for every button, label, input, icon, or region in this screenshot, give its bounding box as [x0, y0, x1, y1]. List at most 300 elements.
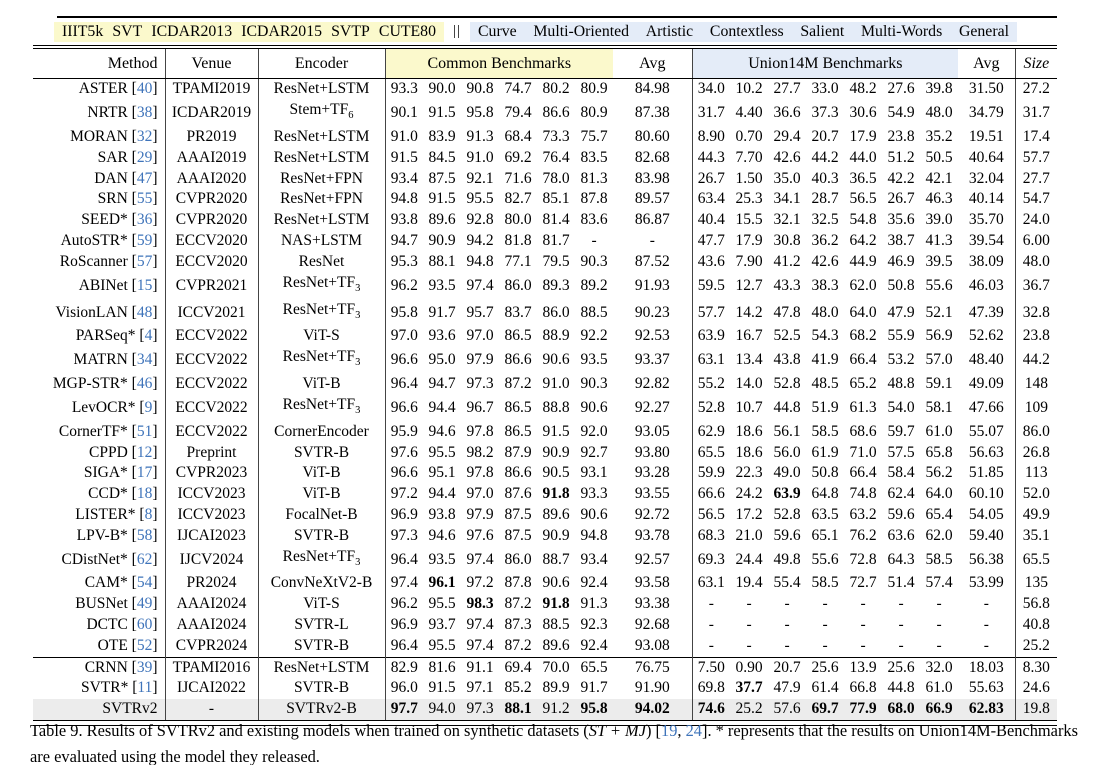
common-benchmark-cell: 94.8 — [466, 252, 494, 270]
common-benchmark-cell: 85.2 — [504, 679, 532, 697]
union-benchmark-cell: 62.4 — [887, 485, 915, 503]
union-benchmark-cell: 14.0 — [735, 375, 763, 393]
venue-cell: AAAI2019 — [165, 148, 258, 169]
union-benchmark-cell: 48.5 — [811, 375, 839, 393]
common-benchmark-cell: 83.7 — [504, 303, 532, 321]
common-benchmark-cell: - — [591, 232, 597, 250]
union-benchmark-cell: 59.7 — [887, 422, 915, 440]
size-cell: 113 — [1025, 464, 1048, 482]
union-avg-cell: 47.39 — [958, 300, 1015, 327]
size-cell: 25.2 — [1022, 636, 1050, 654]
union-benchmark-cell: - — [936, 616, 942, 634]
union-benchmark-cell: 15.5 — [735, 211, 763, 229]
common-benchmark-cell: 91.7 — [580, 679, 608, 697]
union-benchmark-cell: - — [822, 595, 828, 613]
union-benchmark-cell: 0.90 — [730, 657, 768, 678]
union-benchmark-cell: 54.0 — [887, 398, 915, 416]
caption-text-3: ]. * represents that the results on Union14M-Benchmarks are evaluated using the model they released. — [30, 721, 1078, 765]
union-avg-cell: - — [958, 615, 1015, 636]
citation-link[interactable]: 4 — [144, 327, 153, 345]
common-benchmark-cell: 82.7 — [504, 190, 532, 208]
size-cell: 27.7 — [1022, 169, 1050, 187]
common-benchmark-cell: 97.6 — [390, 443, 418, 461]
size-cell: 27.2 — [1022, 80, 1050, 98]
union-benchmark-cell: 41.3 — [925, 232, 953, 250]
union-benchmark-cell: 36.5 — [849, 169, 877, 187]
venue-cell: AAAI2024 — [165, 615, 258, 636]
union-benchmark-cell: 63.9 — [697, 327, 725, 345]
union-benchmark-cell: 64.3 — [887, 550, 915, 568]
union-benchmark-cell: 44.3 — [697, 148, 725, 166]
common-benchmark-cell: 90.9 — [542, 526, 570, 544]
union-benchmark-cell: 54.9 — [887, 104, 915, 122]
common-benchmark-cell: 90.6 — [542, 351, 570, 369]
union-benchmark-cell: 54.3 — [811, 327, 839, 345]
common-benchmark-cell: 69.2 — [504, 148, 532, 166]
caption-text-2: ) [ — [645, 721, 661, 741]
union-benchmark-cell: 28.7 — [811, 190, 839, 208]
common-benchmark-cell: 91.3 — [466, 128, 494, 146]
method-cell: MORAN [32] — [33, 127, 165, 148]
union-avg-cell: 52.62 — [958, 326, 1015, 347]
table-row — [33, 79, 1057, 100]
common-benchmark-cell: 73.3 — [542, 128, 570, 146]
common-benchmark-cell: 97.3 — [466, 375, 494, 393]
common-benchmark-cell: 97.2 — [390, 485, 418, 503]
citation-link[interactable]: 55 — [136, 190, 153, 208]
union-benchmark-cell: 40.4 — [697, 211, 725, 229]
common-benchmark-cell: 93.8 — [390, 211, 418, 229]
encoder-cell: ResNet+LSTM — [258, 210, 385, 231]
union-benchmark-cell: - — [860, 636, 866, 654]
union-benchmark-cell: 47.9 — [773, 679, 801, 697]
citation-link[interactable]: 51 — [136, 422, 153, 440]
venue-column-header: Venue — [165, 49, 258, 79]
dataset-label: Artistic — [645, 22, 694, 40]
union-benchmark-cell: 18.6 — [735, 422, 763, 440]
union-benchmark-cell: 25.6 — [882, 657, 920, 678]
union-benchmark-cell: 35.2 — [925, 128, 953, 146]
encoder-subscript: 3 — [355, 405, 361, 417]
encoder-subscript: 3 — [355, 357, 361, 369]
encoder-cell: ConvNeXtV2-B — [258, 573, 385, 594]
encoder-cell: $Stem+TF_6$ — [258, 100, 385, 127]
union-benchmark-cell: 59.9 — [697, 464, 725, 482]
common-benchmark-cell: 97.0 — [466, 485, 494, 503]
venue-cell: ECCV2020 — [165, 252, 258, 273]
union-benchmark-cell: 56.0 — [773, 443, 801, 461]
encoder-cell: ResNet+LSTM — [258, 657, 385, 678]
union-benchmark-cell: 72.7 — [849, 574, 877, 592]
citation-link[interactable]: 34 — [136, 351, 153, 369]
union-benchmark-cell: 69.3 — [697, 550, 725, 568]
union-benchmark-cell: 42.6 — [773, 148, 801, 166]
union-avg-cell: 48.40 — [958, 347, 1015, 374]
size-cell: 49.9 — [1022, 506, 1050, 523]
encoder-cell: SVTR-B — [258, 526, 385, 547]
caption-text-1: Table 9. Results of SVTRv2 and existing models when trained on synthetic datasets ( — [30, 721, 589, 741]
common-avg-cell: 84.98 — [613, 79, 692, 100]
common-benchmark-cell: 90.0 — [428, 80, 456, 98]
common-benchmark-cell: 86.6 — [504, 351, 532, 369]
common-benchmark-cell: 95.5 — [466, 190, 494, 208]
encoder-cell: SVTR-B — [258, 636, 385, 657]
union-benchmark-cell: 56.9 — [925, 327, 953, 345]
common-benchmark-cell: 91.5 — [428, 679, 456, 697]
citation-link[interactable]: 12 — [136, 443, 153, 461]
common-benchmark-cell: 91.7 — [428, 303, 456, 321]
common-benchmark-cell: 94.7 — [428, 375, 456, 393]
union-benchmark-cell: 76.2 — [849, 526, 877, 544]
common-benchmark-cell: 97.6 — [466, 526, 494, 544]
encoder-cell: $ResNet+TF_3$ — [258, 273, 385, 300]
union-benchmark-cell: 64.2 — [849, 232, 877, 250]
union-benchmark-cell: 56.5 — [697, 506, 725, 523]
dataset-label: Contextless — [709, 22, 784, 40]
citation-link[interactable]: 59 — [136, 232, 153, 250]
union-avg-cell: 51.85 — [958, 463, 1015, 484]
size-cell: 48.0 — [1022, 252, 1050, 270]
citation-link-19[interactable]: 19 — [661, 721, 678, 741]
venue-cell: AAAI2020 — [165, 169, 258, 190]
union-benchmark-cell: 48.2 — [849, 80, 877, 98]
venue-cell: CVPR2020 — [165, 210, 258, 231]
common-benchmark-cell: 87.3 — [504, 616, 532, 634]
common-avg-header: Avg — [613, 49, 692, 79]
union-benchmark-cell: 72.8 — [849, 550, 877, 568]
common-benchmark-cell: 68.4 — [504, 128, 532, 146]
union-benchmark-cell: 39.0 — [925, 211, 953, 229]
encoder-cell: ResNet+LSTM — [258, 79, 385, 100]
dataset-label: General — [958, 22, 1009, 40]
common-avg-cell: 93.08 — [613, 636, 692, 657]
common-avg-cell: 87.52 — [613, 252, 692, 273]
common-benchmark-cell: 69.4 — [499, 657, 537, 678]
encoder-cell: ViT-B — [258, 484, 385, 505]
union-benchmark-cell: 65.8 — [925, 443, 953, 461]
union-benchmark-cell: - — [746, 636, 752, 654]
encoder-cell: ViT-B — [258, 463, 385, 484]
table-row — [33, 678, 1057, 699]
union-benchmark-cell: 62.0 — [849, 276, 877, 294]
union-benchmark-cell: 29.4 — [773, 128, 801, 146]
union-benchmark-cell: 49.0 — [773, 464, 801, 482]
union-avg-header: Avg — [958, 49, 1015, 79]
common-avg-cell: 91.93 — [613, 273, 692, 300]
common-avg-cell: 89.57 — [613, 189, 692, 210]
table-row — [33, 273, 1057, 300]
common-benchmark-cell: 83.9 — [428, 128, 456, 146]
citation-link[interactable]: 9 — [144, 398, 153, 416]
size-cell: 65.5 — [1022, 550, 1050, 568]
size-cell: 52.0 — [1022, 485, 1050, 503]
union-benchmark-cell: 48.0 — [811, 303, 839, 321]
union-benchmark-cell: - — [898, 595, 904, 613]
table-row — [33, 347, 1057, 374]
common-avg-cell: 87.38 — [613, 100, 692, 127]
encoder-cell: NAS+LSTM — [258, 231, 385, 252]
common-benchmark-cell: 90.1 — [390, 104, 418, 122]
common-benchmark-cell: 96.4 — [390, 375, 418, 393]
method-cell: PARSeq* [4] — [33, 326, 165, 347]
encoder-cell: FocalNet-B — [258, 505, 385, 526]
dataset-label: SVTP — [331, 22, 370, 40]
union-benchmark-cell: 59.6 — [773, 526, 801, 544]
dataset-label: ICDAR2013 — [151, 22, 233, 40]
table-row — [33, 300, 1057, 327]
union-benchmark-cell: 49.8 — [773, 550, 801, 568]
size-cell: 56.8 — [1022, 595, 1050, 613]
venue-cell: ECCV2020 — [165, 231, 258, 252]
common-benchmark-cell: 75.7 — [580, 128, 608, 146]
method-cell: CAM* [54] — [33, 573, 165, 594]
common-benchmark-cell: 90.3 — [580, 375, 608, 393]
common-benchmark-cell: 86.0 — [504, 276, 532, 294]
table-row — [33, 484, 1057, 505]
table-row — [33, 594, 1057, 615]
union-benchmark-cell: 52.1 — [925, 303, 953, 321]
union-benchmark-cell: - — [708, 636, 714, 654]
method-cell: MGP-STR* [46] — [33, 374, 165, 395]
union-benchmark-cell: 55.9 — [887, 327, 915, 345]
method-cell: SEED* [36] — [33, 210, 165, 231]
union-benchmark-cell: 58.1 — [925, 398, 953, 416]
common-benchmark-cell: 83.6 — [580, 211, 608, 229]
common-benchmark-cell: 94.0 — [423, 699, 461, 720]
common-benchmark-cell: 95.7 — [466, 303, 494, 321]
citation-link[interactable]: 18 — [136, 485, 153, 503]
encoder-subscript: 3 — [355, 282, 361, 294]
citation-link[interactable]: 29 — [136, 148, 153, 166]
table-row — [33, 636, 1057, 657]
size-cell: 24.0 — [1022, 211, 1050, 229]
common-benchmark-cell: 91.0 — [542, 375, 570, 393]
common-benchmark-cell: 91.3 — [580, 595, 608, 613]
union-benchmark-cell: 66.4 — [849, 464, 877, 482]
common-benchmark-cell: 89.9 — [542, 679, 570, 697]
union-benchmark-cell: 62.0 — [925, 526, 953, 544]
method-cell: AutoSTR* [59] — [33, 231, 165, 252]
union-benchmark-cell: 7.90 — [735, 252, 763, 270]
union-benchmark-cell: 43.8 — [773, 351, 801, 369]
common-benchmark-cell: 95.5 — [428, 595, 456, 613]
union-benchmark-cell: - — [708, 595, 714, 613]
venue-cell: IJCAI2023 — [165, 526, 258, 547]
citation-link[interactable]: 52 — [136, 636, 153, 654]
common-benchmark-cell: 96.2 — [390, 595, 418, 613]
union-benchmark-cell: 25.2 — [730, 699, 768, 720]
citation-link[interactable]: 8 — [144, 506, 153, 523]
common-benchmark-cell: 87.5 — [504, 526, 532, 544]
common-benchmark-cell: 96.9 — [390, 506, 418, 523]
method-cell: ASTER [40] — [33, 79, 165, 100]
citation-link[interactable]: 54 — [136, 574, 153, 592]
union-datasets-group — [470, 22, 1017, 42]
union-avg-cell: 62.83 — [958, 699, 1015, 720]
common-benchmark-cell: 96.2 — [390, 276, 418, 294]
method-cell: SVTR* [11] — [33, 678, 165, 699]
citation-link[interactable]: 17 — [136, 464, 153, 482]
common-avg-cell: 93.05 — [613, 422, 692, 443]
common-benchmark-cell: 90.3 — [580, 252, 608, 270]
common-benchmark-cell: 91.5 — [428, 104, 456, 122]
common-benchmark-cell: 92.4 — [580, 636, 608, 654]
common-avg-cell: 86.87 — [613, 210, 692, 231]
union-avg-cell: 60.10 — [958, 484, 1015, 505]
common-avg-cell: 93.80 — [613, 443, 692, 464]
results-table — [33, 16, 1057, 726]
union-benchmark-cell: - — [898, 636, 904, 654]
method-cell: RoScanner [57] — [33, 252, 165, 273]
citation-link[interactable]: 11 — [137, 679, 153, 697]
citation-link[interactable]: 49 — [136, 595, 153, 613]
union-benchmark-cell: 55.2 — [697, 375, 725, 393]
citation-link[interactable]: 36 — [136, 211, 153, 229]
common-benchmark-cell: 96.6 — [390, 464, 418, 482]
size-cell: 19.8 — [1015, 699, 1057, 720]
common-benchmark-cell: 93.3 — [390, 80, 418, 98]
union-avg-cell: 56.63 — [958, 443, 1015, 464]
common-benchmark-cell: 92.7 — [580, 443, 608, 461]
union-benchmark-cell: 30.6 — [849, 104, 877, 122]
citation-link[interactable]: 15 — [136, 276, 153, 294]
common-benchmark-cell: 87.2 — [504, 636, 532, 654]
common-avg-cell: 93.38 — [613, 594, 692, 615]
union-benchmark-cell: 51.9 — [811, 398, 839, 416]
dataset-label: Curve — [478, 22, 517, 40]
dataset-label: IIIT5k — [62, 22, 104, 40]
union-benchmark-cell: 10.2 — [735, 80, 763, 98]
union-benchmark-cell: 10.7 — [735, 398, 763, 416]
union-benchmark-cell: 37.7 — [735, 679, 763, 697]
common-benchmark-cell: 95.8 — [575, 699, 613, 720]
common-benchmark-cell: 90.6 — [542, 574, 570, 592]
union-benchmark-cell: 47.9 — [887, 303, 915, 321]
union-avg-cell: 55.63 — [958, 678, 1015, 699]
size-cell: 44.2 — [1022, 351, 1050, 369]
union-avg-cell: 47.66 — [958, 395, 1015, 422]
union-benchmark-cell: 57.4 — [925, 574, 953, 592]
citation-link[interactable]: 57 — [136, 252, 153, 270]
common-benchmark-cell: 94.6 — [428, 422, 456, 440]
union-benchmark-cell: 52.5 — [773, 327, 801, 345]
union-benchmark-cell: 68.6 — [849, 422, 877, 440]
common-benchmark-cell: 97.4 — [466, 616, 494, 634]
size-cell: 109 — [1024, 398, 1048, 416]
common-benchmark-cell: 86.5 — [504, 327, 532, 345]
common-benchmark-cell: 89.3 — [542, 276, 570, 294]
citation-link[interactable]: 62 — [136, 550, 153, 568]
common-benchmark-cell: 97.8 — [466, 422, 494, 440]
union-benchmark-cell: - — [784, 636, 790, 654]
caption-cite-sep: , — [677, 721, 686, 741]
bottom-rows — [33, 657, 1057, 720]
common-avg-cell: - — [613, 231, 692, 252]
union-avg-cell: 56.38 — [958, 547, 1015, 574]
common-benchmark-cell: 95.9 — [390, 422, 418, 440]
common-benchmark-cell: 95.0 — [428, 351, 456, 369]
citation-link[interactable]: 48 — [136, 303, 153, 321]
citation-link-24[interactable]: 24 — [685, 721, 702, 741]
caption-dataset-names: ST + MJ — [588, 721, 646, 741]
union-benchmark-cell: 65.4 — [925, 506, 953, 523]
union-benchmark-cell: 58.4 — [887, 464, 915, 482]
union-benchmark-cell: 16.7 — [735, 327, 763, 345]
union-avg-cell: 40.14 — [958, 189, 1015, 210]
encoder-column-header: Encoder — [258, 49, 385, 79]
encoder-cell: SVTR-B — [258, 443, 385, 464]
common-benchmark-cell: 87.2 — [504, 595, 532, 613]
common-benchmark-cell: 93.8 — [428, 506, 456, 523]
citation-link[interactable]: 46 — [136, 375, 153, 393]
union-benchmark-cell: 57.5 — [887, 443, 915, 461]
union-benchmark-cell: 50.8 — [811, 464, 839, 482]
encoder-cell: CornerEncoder — [258, 422, 385, 443]
citation-link[interactable]: 39 — [136, 658, 153, 676]
encoder-cell: $ResNet+TF_3$ — [258, 300, 385, 327]
table-row — [33, 463, 1057, 484]
size-column-header: Size — [1015, 49, 1057, 79]
common-benchmark-cell: 97.1 — [466, 679, 494, 697]
size-cell: 26.8 — [1022, 443, 1050, 461]
common-benchmark-cell: 91.5 — [390, 148, 418, 166]
common-benchmark-cell: 97.7 — [385, 699, 423, 720]
citation-link[interactable]: 40 — [136, 80, 153, 98]
union-avg-cell: 35.70 — [958, 210, 1015, 231]
union-benchmark-cell: 64.0 — [849, 303, 877, 321]
union-benchmark-cell: 59.6 — [887, 506, 915, 523]
union-benchmark-cell: 20.7 — [811, 128, 839, 146]
venue-cell: IJCAI2022 — [165, 678, 258, 699]
encoder-subscript: 6 — [348, 110, 354, 122]
venue-cell: ICCV2023 — [165, 484, 258, 505]
union-avg-cell: 53.99 — [958, 573, 1015, 594]
citation-link[interactable]: 60 — [136, 616, 153, 634]
union-benchmark-cell: 41.9 — [811, 351, 839, 369]
venue-cell: ICCV2021 — [165, 300, 258, 327]
common-benchmark-cell: 78.0 — [542, 169, 570, 187]
table-row — [33, 189, 1057, 210]
union-benchmark-cell: 19.4 — [735, 574, 763, 592]
union-benchmark-cell: - — [822, 616, 828, 634]
common-benchmark-cell: 93.7 — [428, 616, 456, 634]
method-cell: SRN [55] — [33, 189, 165, 210]
encoder-cell: ViT-B — [258, 374, 385, 395]
union-benchmark-cell: 40.3 — [811, 169, 839, 187]
size-cell: 35.1 — [1022, 526, 1050, 544]
common-benchmark-cell: 88.9 — [542, 327, 570, 345]
common-avg-cell: 92.82 — [613, 374, 692, 395]
common-benchmark-cell: 89.2 — [580, 276, 608, 294]
union-benchmark-cell: 17.9 — [735, 232, 763, 250]
citation-link[interactable]: 38 — [136, 104, 153, 122]
method-cell: CPPD [12] — [33, 443, 165, 464]
encoder-cell: SVTR-B — [258, 678, 385, 699]
venue-cell: ECCV2022 — [165, 374, 258, 395]
union-benchmark-cell: 61.9 — [811, 443, 839, 461]
venue-cell: TPAMI2019 — [165, 79, 258, 100]
citation-link[interactable]: 47 — [136, 169, 153, 187]
union-benchmark-cell: 38.3 — [811, 276, 839, 294]
venue-cell: Preprint — [165, 443, 258, 464]
table-row — [33, 326, 1057, 347]
citation-link[interactable]: 32 — [136, 128, 153, 146]
common-benchmark-cell: 91.0 — [466, 148, 494, 166]
common-benchmark-cell: 87.2 — [504, 375, 532, 393]
common-benchmark-cell: 86.0 — [542, 303, 570, 321]
common-benchmark-cell: 93.5 — [428, 276, 456, 294]
citation-link[interactable]: 58 — [136, 526, 153, 544]
